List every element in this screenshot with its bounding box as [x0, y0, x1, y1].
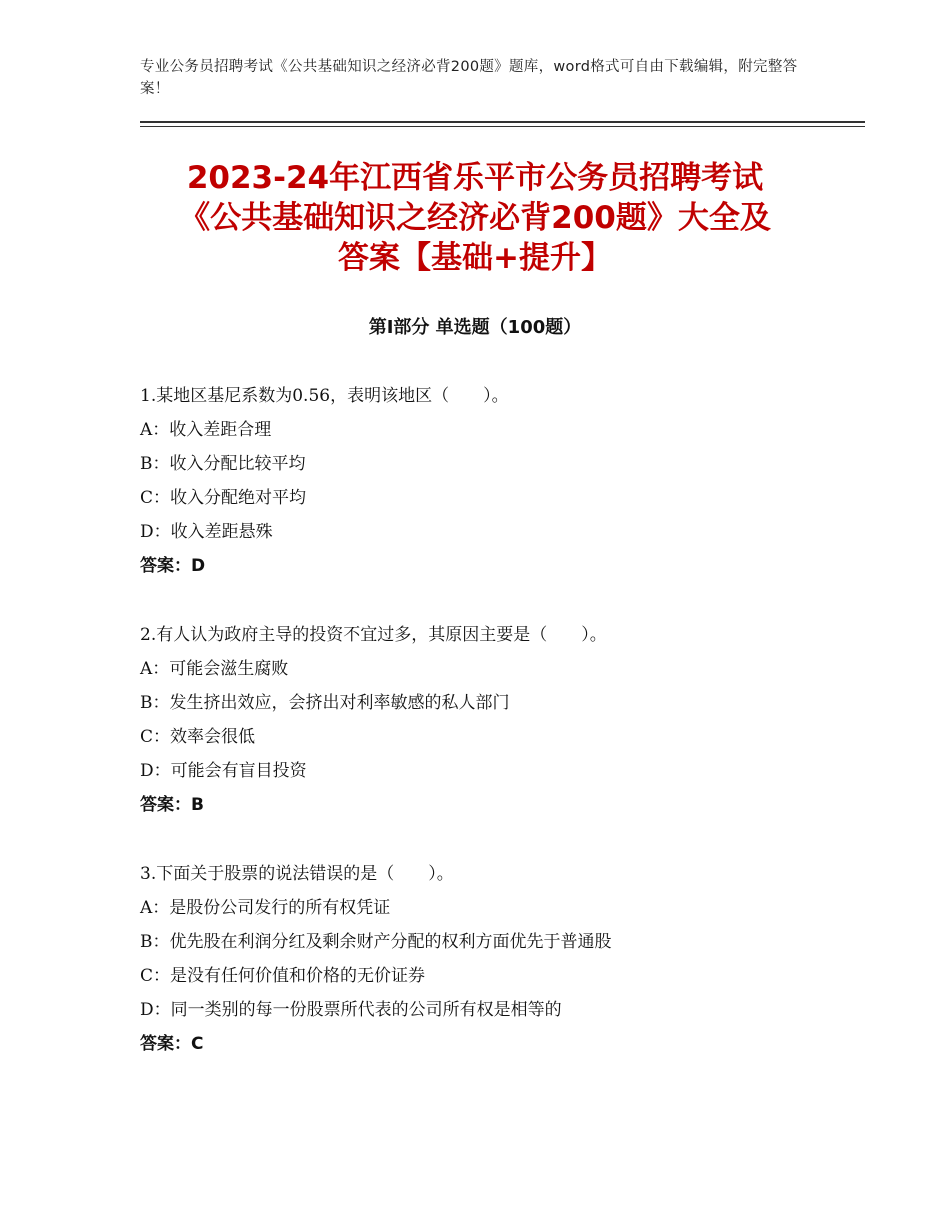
title-line-3: 答案【基础+提升】	[338, 240, 612, 276]
question-stem: 1.某地区基尼系数为0.56，表明该地区（ ）。	[140, 386, 509, 406]
header-note: 专业公务员招聘考试《公共基础知识之经济必背200题》题库，word格式可自由下载编辑，附完整答案！	[140, 59, 798, 97]
option-b: B：优先股在利润分红及剩余财产分配的权利方面优先于普通股	[140, 932, 612, 952]
document-title	[100, 158, 850, 278]
question-block	[140, 379, 840, 583]
option-c: C：收入分配绝对平均	[140, 488, 307, 508]
question-stem: 2.有人认为政府主导的投资不宜过多，其原因主要是（ ）。	[140, 625, 607, 645]
option-c: C：是没有任何价值和价格的无价证券	[140, 966, 426, 986]
question-stem: 3.下面关于股票的说法错误的是（ ）。	[140, 864, 454, 884]
option-d: D：收入差距悬殊	[140, 522, 273, 542]
option-b: B：发生挤出效应，会挤出对利率敏感的私人部门	[140, 693, 510, 713]
section-title: 第Ⅰ部分 单选题（100题）	[368, 317, 582, 338]
header-rule-thick	[140, 121, 865, 123]
header-rule-thin	[140, 126, 865, 127]
option-a: A：可能会滋生腐败	[140, 659, 289, 679]
option-d: D：同一类别的每一份股票所代表的公司所有权是相等的	[140, 1000, 562, 1020]
question-block	[140, 618, 840, 822]
answer-label: 答案：C	[140, 1034, 204, 1054]
answer-label: 答案：D	[140, 556, 206, 576]
option-a: A：收入差距合理	[140, 420, 272, 440]
option-c: C：效率会很低	[140, 727, 256, 747]
question-block	[140, 857, 840, 1061]
option-b: B：收入分配比较平均	[140, 454, 306, 474]
title-line-1: 2023-24年江西省乐平市公务员招聘考试	[186, 160, 764, 196]
option-a: A：是股份公司发行的所有权凭证	[140, 898, 391, 918]
option-d: D：可能会有盲目投资	[140, 761, 307, 781]
title-line-2: 《公共基础知识之经济必背200题》大全及	[179, 200, 771, 236]
answer-label: 答案：B	[140, 795, 204, 815]
